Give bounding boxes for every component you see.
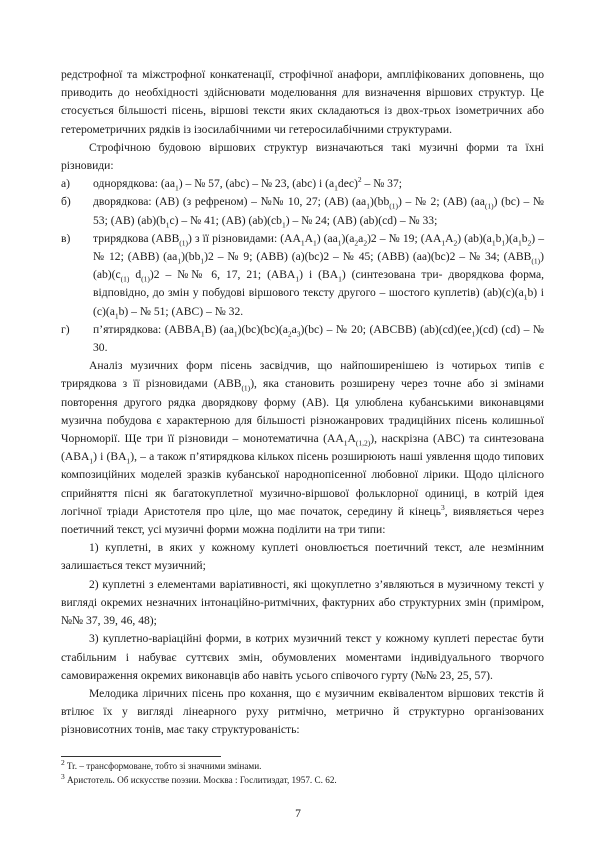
paragraph-analysis: Аналіз музичних форм пісень засвідчив, що найпоширенішею із чотирьох типів є трирядкова з її різновидами $(ABB_{(1)})$, яка становить розширену через точне або зі змінами повторення другого рядка дворядкову форму (AB). Ця улюблена кубанськими виконавцями музична побудова є характерною для більшості різножанрових традиційних пісень колишньої Чорноморії. Ще три її різновиди – монотематична $(AA_1A_{(1,2)})$, наскрізна (ABC) та синтезована $(ABA_1)$ і $(BA_1)$, – а також п’ятирядкова кількох пісень розширюють наші уявлення щодо типових композиційних моделей зразків кубанської народнопісенної любовної лірики. Щодо цілісного сприйняття пісні як багатокуплетної музично-віршової фольклорної одиниці, в котрій ідея логічної тріади Аристотеля про ціле, що має початок, середину й кінець$^3$, виявляється через поетичний текст, усі музичні форми можна поділити на три типи: xyxy=(61,359,544,537)
type-item-2: 2) куплетні з елементами варіативності, які щокуплетно з’являються в музичному тексті у вигляді окремих незначних інтонаційно-ритмічних, фактурних або структурних змін (приміром, №№ 37, 39, 46, 48); xyxy=(61,577,544,628)
list-marker-b: б) xyxy=(61,195,71,209)
list-marker-c: в) xyxy=(61,231,71,245)
paragraph-melody: Мелодика ліричних пісень про кохання, що є музичним еквівалентом віршових текстів й втілює їх у вигляді лінеарного руху ритмічно, метрично й структурно організованих різновисотних тонів, має таку структурованість: xyxy=(61,686,544,737)
list-item-b: б) дворядкова: (AB) (з рефреном) – №№ 10, 27; (AB) $(aa_1)(bb_{(1)})$ – № 2; (AB) $(aa_{(1)})$ (bc) – № 53; (AB) $(ab)(b_1c)$ – № 41; (AB) $(ab)(cb_1)$ – № 24; (AB) (ab)(cd) – № 33; xyxy=(61,195,544,229)
footnote-2: $^2$ Tr. – трансформоване, тобто зі значними змінами. xyxy=(61,757,262,771)
list-item-d: г) п’ятирядкова: $(ABBA_1B)$ $(aa_1)(bc)(bc)(a_2a_3)(bc)$ – № 20; (ABCBB) $(ab)(cd)(ee_1)(cd)$ (cd) – № 30. xyxy=(61,322,544,355)
list-marker-a: а) xyxy=(61,177,71,191)
paragraph-continuation: редстрофної та міжстрофної конкатенації, строфічної анафори, ампліфікованих доповнень, що приводить до необхідності здійснювати моделювання для визначення віршових структур. Це стосується більшості пісень, віршові тексти яких складаються із двох-трьох ізометричних або гетерометричних рядків із ізосилабічними чи гетеросилабічними структурами. xyxy=(61,68,544,136)
type-item-1: 1) куплетні, в яких у кожному куплеті оновлюється поетичний текст, але незмінним залишається текст музичний; xyxy=(61,541,544,573)
page-number: 7 xyxy=(295,807,301,820)
footnotes xyxy=(61,757,544,787)
list-marker-d: г) xyxy=(61,322,70,336)
list-item-a: а) однорядкова: $(aa_1)$ – № 57, (abc) – № 23, (abc) і $(a_1dec)^2$ – № 37; xyxy=(61,175,402,193)
paragraph-intro: Строфічною будовою віршових структур визначаються такі музичні форми та їхні різновиди: xyxy=(61,140,544,173)
list-item-c: в) трирядкова $(ABB_{(1)})$ з її різновидами: $(AA_1A_1)$ $(aa_1)(a_2a_2)2$ – № 19; $(AA_1A_2)$ $(ab)(a_1b_1)(a_1b_2)$ – № 12; (ABB) $(aa_1)(bb_1)2$ – № 9; (ABB) (a)(bc)2 – № 45; (ABB) (aa)(bc)2 – № 34; $(ABB_{(1)})$ $(ab)(c_{(1)}$ $d_{(1)})2$ – №№ 6, 17, 21; $(ABA_1)$ і $(BA_1)$ (синтезована три- дворядкова форма, відповідно, до змін у побудові віршового тексту другого – шостого куплетів) $(ab)(c)(a_1b)$ і $(c)(a_1b)$ – № 51; (ABC) – № 32. xyxy=(61,231,545,320)
main-text xyxy=(61,66,544,740)
type-item-3: 3) куплетно-варіаційні форми, в котрих музичний текст у кожному куплеті перестає бути стабільним і набуває суттєвих змін, обумовлених моментами індивідуального творчого самовираження окремих виконавців або навіть усього співочого гурту (№№ 23, 25, 57). xyxy=(61,632,544,682)
footnote-separator xyxy=(61,756,221,757)
footnote-3: $^3$ Аристотель. Об искусстве поэзии. Москва : Гослитиздат, 1957. С. 62. xyxy=(61,771,337,785)
